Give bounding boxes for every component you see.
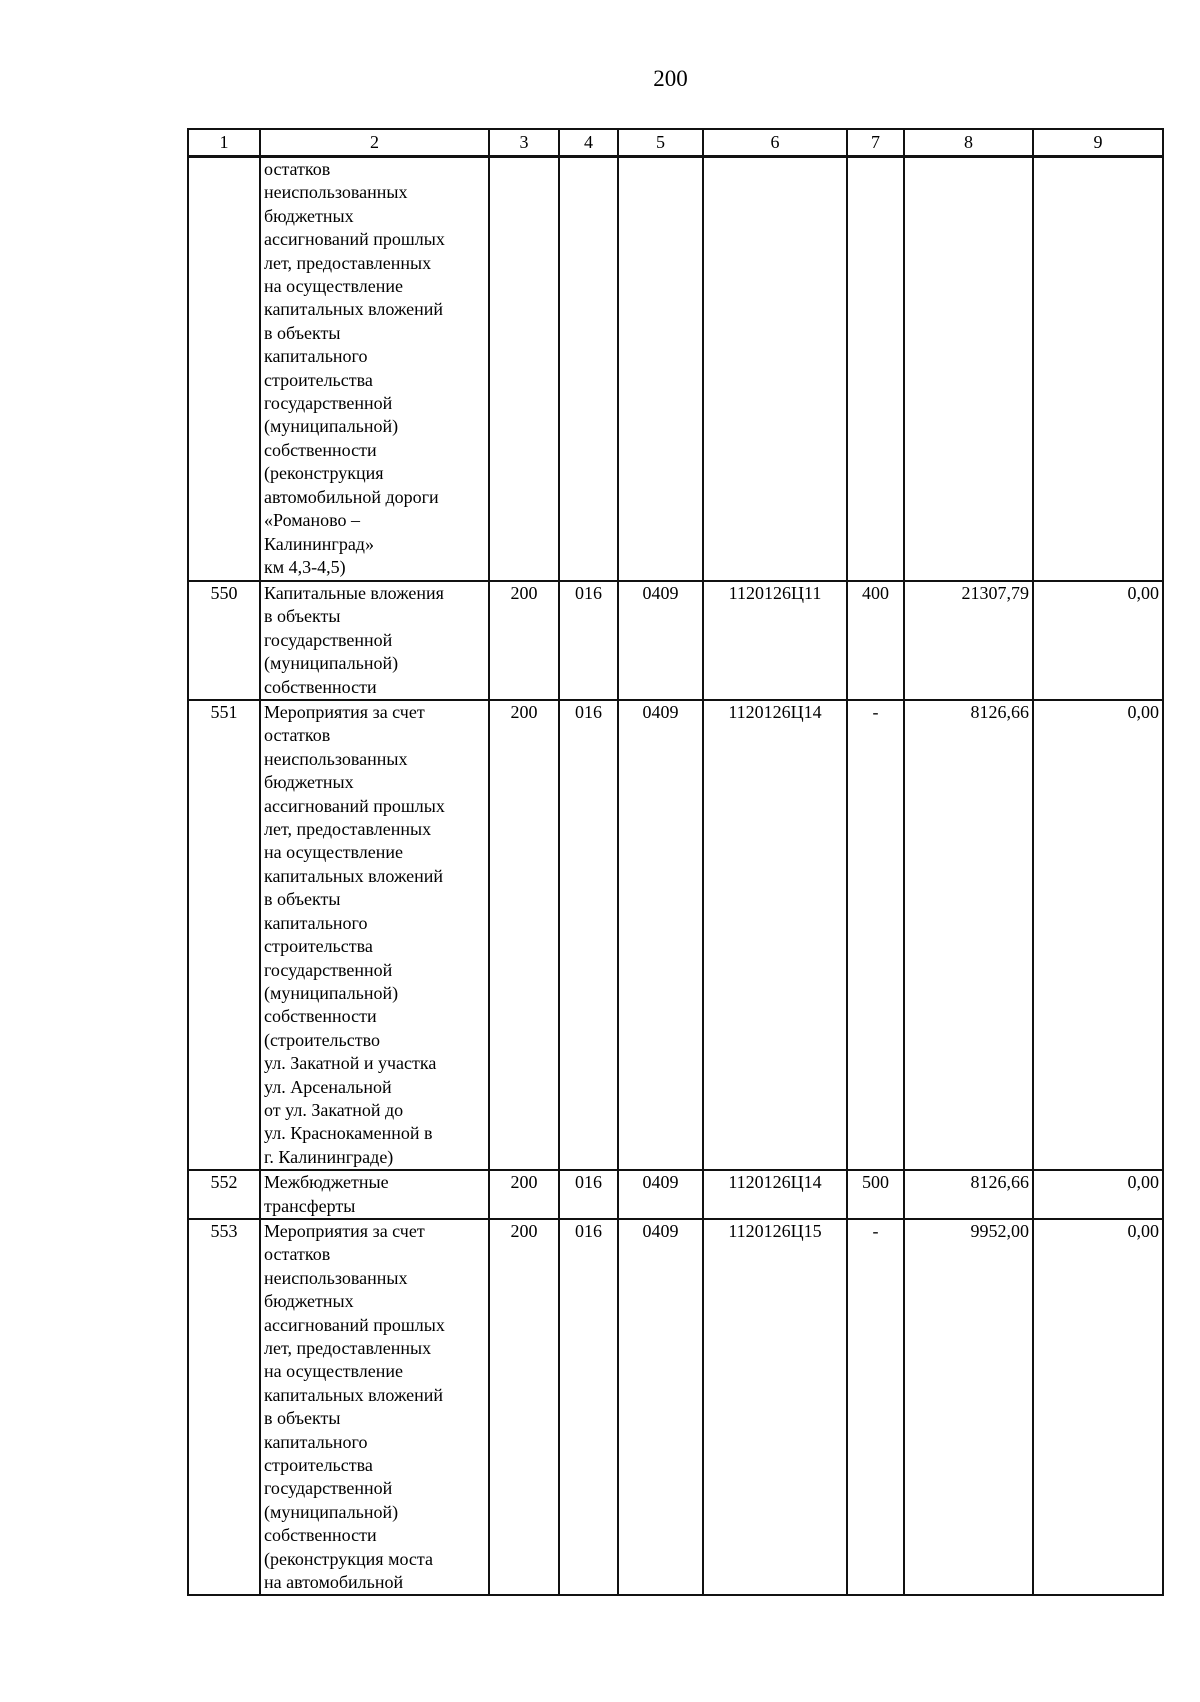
description-line: ассигнований прошлых <box>264 229 445 250</box>
description-cell <box>260 1219 489 1596</box>
amount-cell-9 <box>1033 157 1163 582</box>
description-line: остатков <box>264 725 331 746</box>
column-header-1: 1 <box>188 129 260 157</box>
description-line: капитальных вложений <box>264 299 444 320</box>
description-line: капитальных вложений <box>264 1384 444 1405</box>
column-header-4: 4 <box>559 129 618 157</box>
code-cell-3: 200 <box>489 581 559 700</box>
code-cell-6: 1120126Ц11 <box>703 581 847 700</box>
description-cell <box>260 700 489 1170</box>
description-line: в объекты <box>264 606 341 627</box>
amount-cell-8: 9952,00 <box>904 1219 1033 1596</box>
description-line: собственности <box>264 676 377 697</box>
budget-table <box>187 128 1164 1596</box>
description-line: неиспользованных <box>264 1267 408 1288</box>
description-line: государственной <box>264 1478 393 1499</box>
column-header-2: 2 <box>260 129 489 157</box>
description-line: в объекты <box>264 1408 341 1429</box>
table-row <box>188 581 1163 700</box>
description-line: бюджетных <box>264 205 354 226</box>
amount-cell-9: 0,00 <box>1033 700 1163 1170</box>
description-line: на автомобильной <box>264 1572 404 1593</box>
description-line: на осуществление <box>264 1361 403 1382</box>
description-line: км 4,3-4,5) <box>264 556 346 577</box>
description-line: собственности <box>264 1525 377 1546</box>
table-row <box>188 1170 1163 1219</box>
column-header-3: 3 <box>489 129 559 157</box>
code-cell-3: 200 <box>489 700 559 1170</box>
description-line: в объекты <box>264 322 341 343</box>
description-line: (муниципальной) <box>264 653 399 674</box>
description-line: (муниципальной) <box>264 416 399 437</box>
code-cell-4: 016 <box>559 1170 618 1219</box>
code-cell-3: 200 <box>489 1170 559 1219</box>
description-line: Капитальные вложения <box>264 583 444 603</box>
description-line: лет, предоставленных <box>264 252 432 273</box>
description-line: ассигнований прошлых <box>264 795 445 816</box>
amount-cell-8: 8126,66 <box>904 1170 1033 1219</box>
description-line: строительства <box>264 1455 373 1476</box>
amount-cell-9: 0,00 <box>1033 581 1163 700</box>
description-line: Межбюджетные <box>264 1172 389 1193</box>
row-number-cell <box>188 157 260 582</box>
code-cell-7: 500 <box>847 1170 904 1219</box>
description-line: ул. Закатной и участка <box>264 1053 437 1074</box>
description-line: (реконструкция моста <box>264 1548 433 1569</box>
amount-cell-9: 0,00 <box>1033 1219 1163 1596</box>
description-cell <box>260 1170 489 1219</box>
description-line: бюджетных <box>264 1291 354 1312</box>
description-line: ассигнований прошлых <box>264 1314 445 1335</box>
description-cell <box>260 581 489 700</box>
description-line: Калининград» <box>264 533 374 554</box>
description-cell <box>260 157 489 582</box>
code-cell-7 <box>847 157 904 582</box>
description-line: остатков <box>264 1244 331 1265</box>
description-line: строительства <box>264 369 373 390</box>
description-line: государственной <box>264 629 393 650</box>
amount-cell-8 <box>904 157 1033 582</box>
code-cell-5 <box>618 157 703 582</box>
description-line: остатков <box>264 159 331 179</box>
description-line: на осуществление <box>264 842 403 863</box>
code-cell-6 <box>703 157 847 582</box>
description-line: ул. Арсенальной <box>264 1076 392 1097</box>
description-line: (муниципальной) <box>264 1501 399 1522</box>
description-line: трансферты <box>264 1195 356 1216</box>
row-number-cell: 553 <box>188 1219 260 1596</box>
description-line: (строительство <box>264 1029 380 1050</box>
code-cell-7: 400 <box>847 581 904 700</box>
description-line: капитального <box>264 346 368 367</box>
description-line: Мероприятия за счет <box>264 1220 425 1241</box>
description-line: автомобильной дороги <box>264 486 439 507</box>
amount-cell-8: 21307,79 <box>904 581 1033 700</box>
description-line: собственности <box>264 1006 377 1027</box>
code-cell-4: 016 <box>559 700 618 1170</box>
code-cell-5: 0409 <box>618 581 703 700</box>
description-line: бюджетных <box>264 772 354 793</box>
table-row <box>188 157 1163 582</box>
description-line: лет, предоставленных <box>264 1338 432 1358</box>
code-cell-7: - <box>847 1219 904 1596</box>
code-cell-7: - <box>847 700 904 1170</box>
description-line: (реконструкция <box>264 463 384 484</box>
page-number: 200 <box>653 66 688 91</box>
amount-cell-9: 0,00 <box>1033 1170 1163 1219</box>
table-row <box>188 700 1163 1170</box>
code-cell-3 <box>489 157 559 582</box>
description-line: г. Калининграде) <box>264 1146 394 1167</box>
description-line: ул. Краснокаменной в <box>264 1123 433 1144</box>
row-number-cell: 552 <box>188 1170 260 1219</box>
description-line: в объекты <box>264 889 341 910</box>
column-header-6: 6 <box>703 129 847 157</box>
description-line: «Романово – <box>264 510 360 531</box>
row-number-cell: 550 <box>188 581 260 700</box>
description-line: государственной <box>264 959 393 980</box>
description-line: капитальных вложений <box>264 865 444 886</box>
description-line: собственности <box>264 439 377 460</box>
code-cell-5: 0409 <box>618 700 703 1170</box>
description-line: неиспользованных <box>264 182 408 203</box>
code-cell-5: 0409 <box>618 1219 703 1596</box>
code-cell-5: 0409 <box>618 1170 703 1219</box>
description-line: неиспользованных <box>264 748 408 769</box>
code-cell-6: 1120126Ц15 <box>703 1219 847 1596</box>
description-line: на осуществление <box>264 276 403 297</box>
row-number-cell: 551 <box>188 700 260 1170</box>
description-line: капитального <box>264 912 368 933</box>
column-header-5: 5 <box>618 129 703 157</box>
code-cell-4: 016 <box>559 581 618 700</box>
code-cell-3: 200 <box>489 1219 559 1596</box>
column-header-7: 7 <box>847 129 904 157</box>
table-row <box>188 1219 1163 1596</box>
code-cell-6: 1120126Ц14 <box>703 1170 847 1219</box>
description-line: капитального <box>264 1431 368 1452</box>
description-line: строительства <box>264 936 373 957</box>
code-cell-6: 1120126Ц14 <box>703 700 847 1170</box>
amount-cell-8: 8126,66 <box>904 700 1033 1170</box>
description-line: Мероприятия за счет <box>264 702 425 723</box>
column-header-9: 9 <box>1033 129 1163 157</box>
description-line: (муниципальной) <box>264 982 399 1003</box>
code-cell-4 <box>559 157 618 582</box>
code-cell-4: 016 <box>559 1219 618 1596</box>
description-line: лет, предоставленных <box>264 819 432 840</box>
column-header-8: 8 <box>904 129 1033 157</box>
description-line: от ул. Закатной до <box>264 1099 404 1120</box>
description-line: государственной <box>264 393 393 414</box>
column-header-row <box>188 129 1163 157</box>
